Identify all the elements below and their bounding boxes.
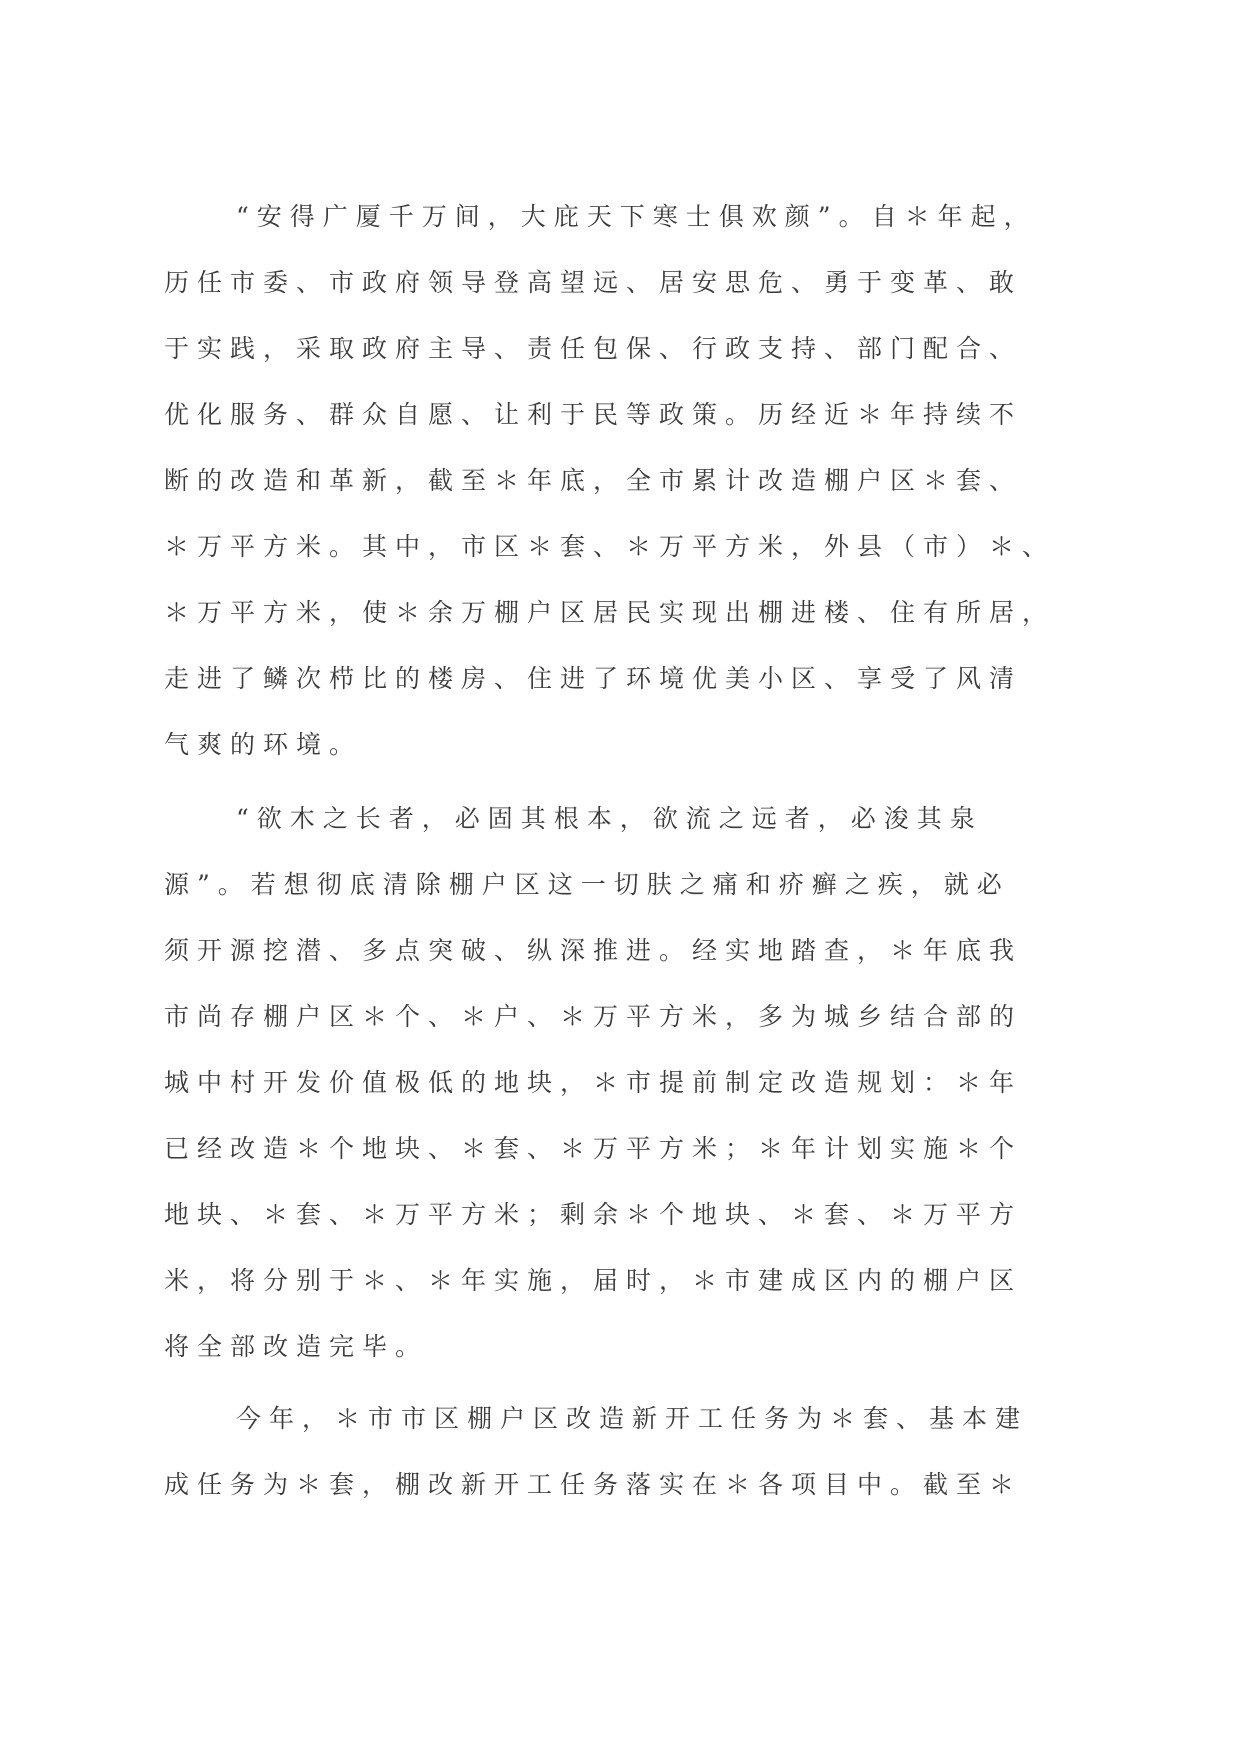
paragraph-line: 走进了鳞次栉比的楼房、住进了环境优美小区、享受了风清 <box>164 664 1023 693</box>
paragraph-line: 市尚存棚户区＊个、＊户、＊万平方米，多为城乡结合部的 <box>164 1002 1023 1031</box>
paragraph-2 <box>164 786 1084 1380</box>
paragraph-1 <box>164 184 1084 778</box>
paragraph-line: “安得广厦千万间，大庇天下寒士俱欢颜”。自＊年起， <box>236 202 1037 231</box>
paragraph-line: 断的改造和革新，截至＊年底，全市累计改造棚户区＊套、 <box>164 466 1023 495</box>
paragraph-line: 地块、＊套、＊万平方米；剩余＊个地块、＊套、＊万平方 <box>164 1200 1023 1229</box>
paragraph-line: 米，将分别于＊、＊年实施，届时，＊市建成区内的棚户区 <box>164 1266 1023 1295</box>
paragraph-line: “欲木之长者，必固其根本，欲流之远者，必浚其泉 <box>236 804 983 833</box>
paragraph-line: ＊万平方米，使＊余万棚户区居民实现出棚进楼、住有所居， <box>164 598 1056 627</box>
paragraph-line: 优化服务、群众自愿、让利于民等政策。历经近＊年持续不 <box>164 400 1023 429</box>
paragraph-line: 将全部改造完毕。 <box>164 1332 429 1361</box>
paragraph-line: ＊万平方米。其中，市区＊套、＊万平方米，外县（市）＊、 <box>164 532 1056 561</box>
paragraph-line: 今年，＊市市区棚户区改造新开工任务为＊套、基本建 <box>236 1404 1029 1433</box>
paragraph-line: 历任市委、市政府领导登高望远、居安思危、勇于变革、敢 <box>164 268 1023 297</box>
paragraph-line: 气爽的环境。 <box>164 730 363 759</box>
paragraph-line: 源”。若想彻底清除棚户区这一切肤之痛和疥癣之疾，就必 <box>164 870 1010 899</box>
paragraph-line: 于实践，采取政府主导、责任包保、行政支持、部门配合、 <box>164 334 1023 363</box>
paragraph-3 <box>164 1386 1084 1518</box>
paragraph-line: 已经改造＊个地块、＊套、＊万平方米；＊年计划实施＊个 <box>164 1134 1023 1163</box>
paragraph-line: 须开源挖潜、多点突破、纵深推进。经实地踏查，＊年底我 <box>164 936 1023 965</box>
paragraph-line: 成任务为＊套，棚改新开工任务落实在＊各项目中。截至＊ <box>164 1470 1023 1499</box>
paragraph-line: 城中村开发价值极低的地块，＊市提前制定改造规划：＊年 <box>164 1068 1023 1097</box>
